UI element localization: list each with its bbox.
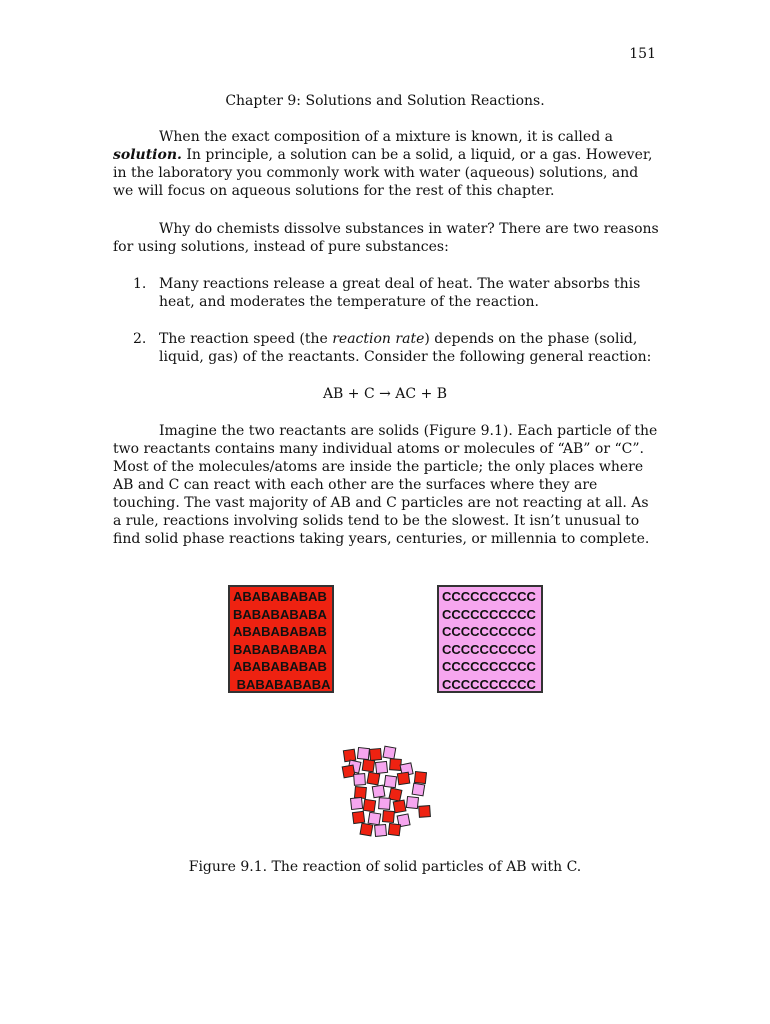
c-particle bbox=[354, 774, 366, 786]
list-item-text-after: ) depends on the phase (solid, liquid, gas) of the reactants. Consider the following general reaction: bbox=[159, 331, 652, 365]
c-block-row: CCCCCCCCCC bbox=[442, 641, 536, 657]
c-particle bbox=[406, 797, 418, 809]
term-reaction-rate: reaction rate bbox=[332, 331, 425, 347]
paragraph1-after: In principle, a solution can be a solid, a liquid, or a gas. However, in the laboratory you commonly work with water (aqueous) solutions, and we will focus on aqueous solutions for the rest of this chapter. bbox=[113, 147, 653, 199]
ab-particle bbox=[343, 749, 355, 761]
list-number: 2. bbox=[133, 331, 147, 347]
ab-particle bbox=[414, 772, 426, 784]
figure-caption: Figure 9.1. The reaction of solid particles of AB with C. bbox=[188, 859, 582, 875]
chapter-title: Chapter 9: Solutions and Solution Reactions. bbox=[225, 93, 545, 109]
ab-particle bbox=[362, 759, 374, 771]
ab-block-row: ABABABABAB bbox=[233, 624, 327, 639]
ab-particle bbox=[388, 823, 400, 835]
page-number: 151 bbox=[629, 46, 656, 62]
c-block-row: CCCCCCCCCC bbox=[442, 659, 536, 674]
ab-block-row: BABABABABA bbox=[233, 641, 327, 657]
ab-solid-particle bbox=[228, 585, 334, 693]
list-item-text: Many reactions release a great deal of heat. The water absorbs this heat, and moderates the temperature of the reaction. bbox=[159, 276, 641, 310]
ab-particle bbox=[363, 799, 375, 811]
c-particle bbox=[357, 748, 369, 760]
ab-particle bbox=[393, 800, 406, 813]
ab-block-row: BABABABABA bbox=[233, 676, 331, 692]
ab-particle bbox=[354, 787, 366, 799]
paragraph-why-dissolve: Why do chemists dissolve substances in water? There are two reasons for using solutions, instead of pure substances: bbox=[113, 221, 659, 255]
c-particle bbox=[376, 761, 388, 773]
ab-block-row: ABABABABAB bbox=[233, 589, 327, 604]
ab-particle bbox=[342, 765, 355, 778]
c-particle bbox=[375, 824, 387, 836]
ab-particle bbox=[397, 772, 409, 784]
c-particle bbox=[384, 775, 396, 787]
list-item-text-before: The reaction speed (the bbox=[159, 331, 333, 347]
c-particle bbox=[368, 812, 381, 825]
c-particle bbox=[379, 798, 391, 810]
ab-particle bbox=[360, 823, 373, 836]
c-particle bbox=[383, 746, 396, 759]
ab-particle bbox=[390, 759, 402, 771]
term-solution: solution. bbox=[113, 147, 182, 163]
ab-particle bbox=[389, 788, 402, 801]
mixed-particles-illustration bbox=[335, 740, 435, 840]
list-item-reaction-rate bbox=[133, 330, 659, 366]
c-particle bbox=[412, 783, 425, 796]
c-block-row: CCCCCCCCCC bbox=[442, 676, 536, 692]
c-particle bbox=[351, 797, 363, 809]
list-item-heat bbox=[133, 275, 659, 311]
ab-block-row: BABABABABA bbox=[233, 606, 327, 622]
ab-block-row: ABABABABAB bbox=[233, 659, 327, 674]
ab-particle bbox=[352, 811, 364, 823]
c-block-row: CCCCCCCCCC bbox=[442, 606, 536, 622]
c-solid-particle bbox=[437, 585, 543, 693]
ab-particle bbox=[367, 772, 380, 785]
ab-particle bbox=[370, 748, 382, 760]
paragraph-solid-reactants: Imagine the two reactants are solids (Figure 9.1). Each particle of the two reactants contains many individual atoms or molecules of “AB” or “C”. Most of the molecules/atoms are inside the particle; the only places where AB and C can react with each other are the surfaces where they are touching. The vast majority of AB and C particles are not reacting at all. As a rule, reactions involving solids tend to be the slowest. It isn’t unusual to find solid phase reactions taking years, centuries, or millennia to complete. bbox=[113, 423, 658, 547]
c-block-row: CCCCCCCCCC bbox=[442, 624, 536, 639]
ab-particle bbox=[419, 806, 431, 818]
c-block-row: CCCCCCCCCC bbox=[442, 589, 536, 604]
c-particle bbox=[372, 785, 385, 798]
reaction-equation: AB + C → AC + B bbox=[322, 386, 448, 402]
list-number: 1. bbox=[133, 276, 147, 292]
ab-particle bbox=[382, 811, 394, 823]
paragraph1-before: When the exact composition of a mixture is known, it is called a bbox=[159, 129, 613, 145]
paragraph-solution-definition bbox=[113, 128, 659, 200]
